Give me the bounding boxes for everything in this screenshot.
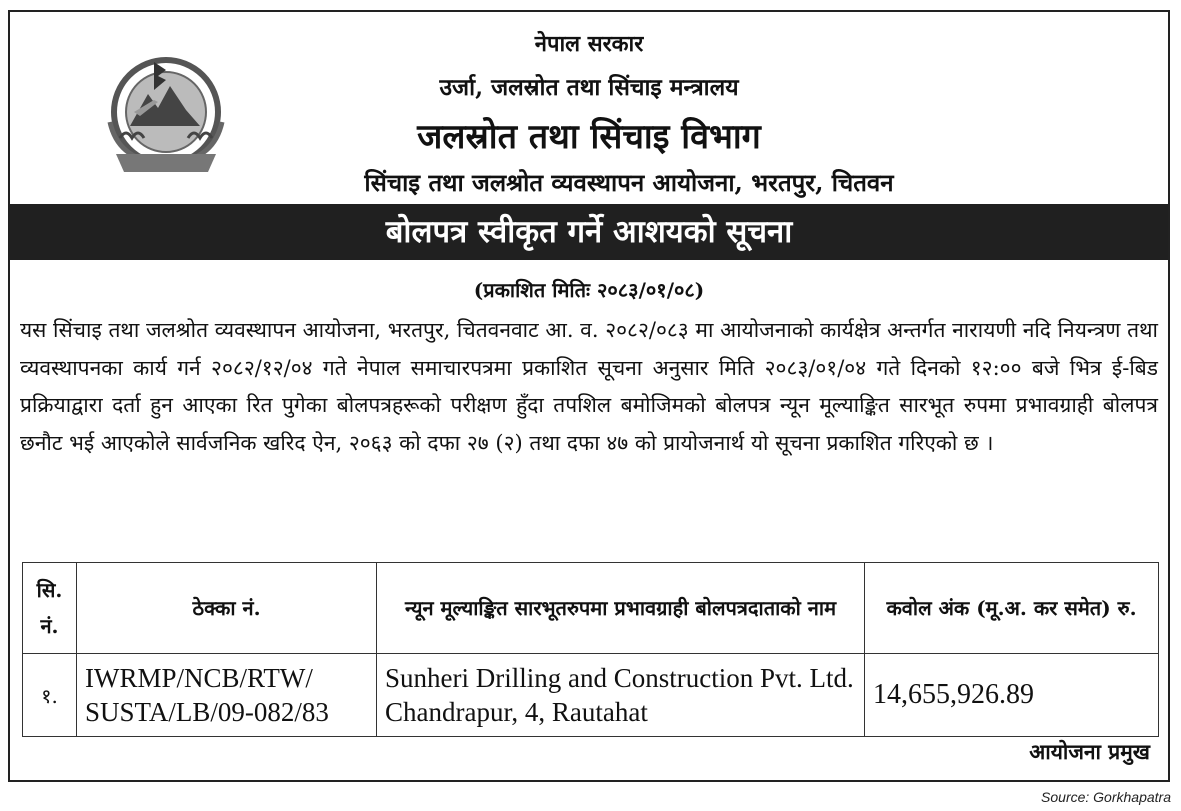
signoff: आयोजना प्रमुख [1029, 739, 1150, 764]
award-table [22, 562, 1159, 737]
notice-title: बोलपत्र स्वीकृत गर्ने आशयको सूचना [10, 204, 1168, 260]
header-bidder: न्यून मूल्याङ्कित सारभूतरुपमा प्रभावग्राही बोलपत्रदाताको नाम [377, 563, 865, 654]
government-name: नेपाल सरकार [534, 31, 644, 57]
header-amount: कवोल अंक (मू.अ. कर समेत) रु. [865, 563, 1159, 654]
department-name: जलस्रोत तथा सिंचाइ विभाग [417, 117, 761, 157]
published-date: (प्रकाशित मितिः २०८३/०१/०८) [473, 278, 705, 302]
cell-contract-no: IWRMP/NCB/RTW/ SUSTA/LB/09-082/83 [77, 654, 377, 737]
public-notice [8, 10, 1170, 782]
header-contract-no: ठेक्का नं. [77, 563, 377, 654]
header-sn: सि. नं. [23, 563, 77, 654]
table-header-row [23, 563, 1159, 654]
ministry-name: उर्जा, जलस्रोत तथा सिंचाइ मन्त्रालय [439, 74, 739, 101]
table-row [23, 654, 1159, 737]
notice-body: यस सिंचाइ तथा जलश्रोत व्यवस्थापन आयोजना, भरतपुर, चितवनवाट आ. व. २०८२/०८३ मा आयोजनाको कार्यक्षेत्र अन्तर्गत नारायणी नदि नियन्त्रण तथा व्यवस्थापनका कार्य गर्न २०८२/१२/०४ गते नेपाल समाचारपत्रमा प्रकाशित सूचना अनुसार मिति २०८३/०१/०४ गते दिनको १२:०० बजे भित्र ई-बिड प्रक्रियाद्वारा दर्ता हुन आएका रित पुगेका बोलपत्रहरूको परीक्षण हुँदा तपशिल बमोजिमको बोलपत्र न्यून मूल्याङ्कित सारभूत रुपमा प्रभावग्राही बोलपत्र छनौट भई आएकोले सार्वजनिक खरिद ऐन, २०६३ को दफा २७ (२) तथा दफा ४७ को प्रायोजनार्थ यो सूचना प्रकाशित गरिएको छ । [20, 318, 1158, 455]
cell-amount: 14,655,926.89 [865, 654, 1159, 737]
source-credit: Source: Gorkhapatra [1041, 789, 1171, 805]
project-name: सिंचाइ तथा जलश्रोत व्यवस्थापन आयोजना, भरतपुर, चितवन [364, 168, 894, 197]
cell-bidder: Sunheri Drilling and Construction Pvt. Ltd. Chandrapur, 4, Rautahat [377, 654, 865, 737]
cell-sn: १. [23, 654, 77, 737]
